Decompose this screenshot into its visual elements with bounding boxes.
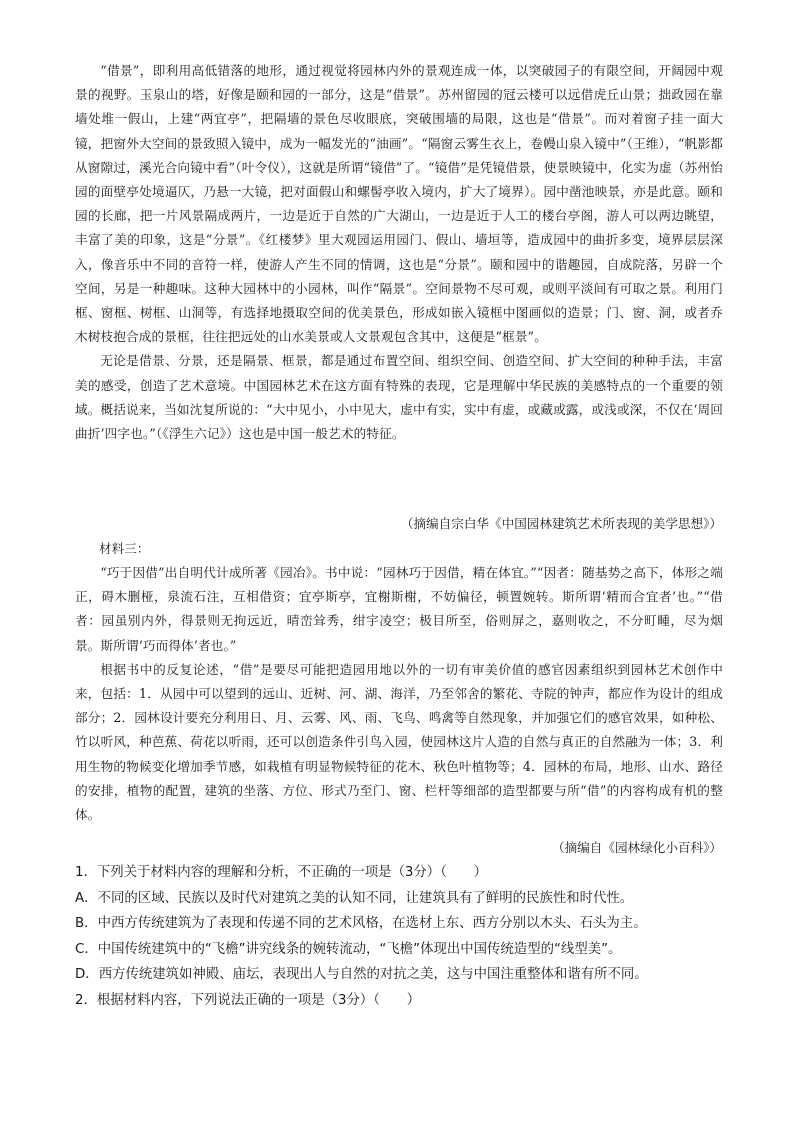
source-citation-zong-baihua: （摘编自宗白华《中国园林建筑艺术所表现的美学思想》）: [400, 516, 722, 531]
option-c: C．中国传统建筑中的“飞檐”讲究线条的婉转流动，“飞檐”体现出中国传统造型的“线型美”。: [75, 941, 622, 957]
paragraph-summary: 无论是借景、分景，还是隔景、框景，都是通过布置空间、组织空间、创造空间、扩大空间的种种手法，丰富美的感受，创造了艺术意境。中国园林艺术在这方面有特殊的表现，它是理解中华民族的美感特点的一个重要的领域。概括说来，当如沈复所说的：“大中见小，小中见大，虚中有实，实中有虚，或藏或露，或浅或深，不仅在‘周回曲折’四字也。”（《浮生六记》）这也是中国一般艺术的特征。: [75, 353, 723, 442]
material-three-body: [75, 561, 723, 827]
passage-two-body: [75, 59, 723, 446]
question-1: 1．下列关于材料内容的理解和分析，不正确的一项是（3分）（ ）: [75, 865, 488, 880]
question-2: 2．根据材料内容，下列说法正确的一项是（3分）（ ）: [75, 992, 421, 1008]
paragraph-yuanye: “巧于因借”出自明代计成所著《园冶》。书中说：“园林巧于因借，精在体宜。”“因者：随基势之高下，体形之端正，碍木删桠，泉流石注，互相借资；宜亭斯亭，宜榭斯榭，不妨偏径，顿置婉转。斯所谓‘精而合宜者’也。”“借者：园虽别内外，得景则无拘远近，晴峦耸秀，绀宇凌空；极目所至，俗则屏之，嘉则收之，不分町畽，尽为烟景。斯所谓‘巧而得体’者也。”: [75, 565, 723, 653]
source-citation-encyclopedia: （摘编自《园林绿化小百科》）: [551, 840, 722, 855]
question-block: [75, 860, 735, 1013]
option-d: D．西方传统建筑如神殿、庙坛，表现出人与自然的对抗之美，这与中国注重整体和谐有所不同。: [75, 967, 648, 982]
option-b: B．中西方传统建筑为了表现和传递不同的艺术风格，在选材上东、西方分别以木头、石头为主。: [75, 916, 647, 931]
material-three-heading: 材料三：: [99, 541, 150, 556]
paragraph-borrowed-scenery: “借景”，即利用高低错落的地形，通过视觉将园林内外的景观连成一体，以突破园子的有限空间，开阔园中观景的视野。玉泉山的塔，好像是颐和园的一部分，这是“借景”。苏州留园的冠云楼可以远借虎丘山景；拙政园在靠墙处堆一假山，上建“两宜亭”，把隔墙的景色尽收眼底，突破围墙的局限，这也是“借景”。而对着窗子挂一面大镜，把窗外大空间的景致照入镜中，成为一幅发光的“油画”。“隔窗云雾生衣上，卷幔山泉入镜中”（王维），“帆影都从窗隙过，溪光合向镜中看”（叶令仪），这就是所谓“镜借”了。“镜借”是凭镜借景，使景映镜中，化实为虚（苏州怡园的面壁亭处境逼仄，乃悬一大镜，把对面假山和螺髻亭收入境内，扩大了境界）。园中凿池映景，亦是此意。颐和园的长廊，把一片风景隔成两片，一边是近于自然的广大湖山，一边是近于人工的楼台亭阁，游人可以两边眺望，丰富了美的印象，这是“分景”。《红楼梦》里大观园运用园门、假山、墙垣等，造成园中的曲折多变，境界层层深入，像音乐中不同的音符一样，使游人产生不同的情调，这也是“分景”。颐和园中的谐趣园，自成院落，另辟一个空间，另是一种趣味。这种大园林中的小园林，叫作“隔景”。空间景物不尽可观，或则平淡间有可取之景。利用门框、窗框、树框、山洞等，有选择地摄取空间的优美景色，形成如嵌入镜框中图画似的造景；门、窗、洞，或者乔木树枝抱合成的景框，往往把远处的山水美景或人文景观包含其中，这便是“框景”。: [75, 63, 723, 345]
paragraph-borrowing-principles: 根据书中的反复论述，“借”是要尽可能把造园用地以外的一切有审美价值的感官因素组织到园林艺术创作中来，包括：1．从园中可以望到的远山、近树、河、湖、海洋，乃至邻舍的繁花、寺院的钟声，都应作为设计的组成部分；2．园林设计要充分利用日、月、云雾、风、雨、飞鸟、鸣禽等自然现象，并加强它们的感官效果，如种松、竹以听风，种芭蕉、荷花以听雨，还可以创造条件引鸟入园，使园林这片人造的自然与真正的自然融为一体；3．利用生物的物候变化增加季节感，如栽植有明显物候特征的花木、秋色叶植物等；4．园林的布局，地形、山水、路径的安排，植物的配置，建筑的坐落、方位、形式乃至门、窗、栏杆等细部的造型都要与所“借”的内容构成有机的整体。: [75, 661, 723, 823]
option-a: A．不同的区域、民族以及时代对建筑之美的认知不同，让建筑具有了鲜明的民族性和时代性。: [75, 890, 634, 906]
